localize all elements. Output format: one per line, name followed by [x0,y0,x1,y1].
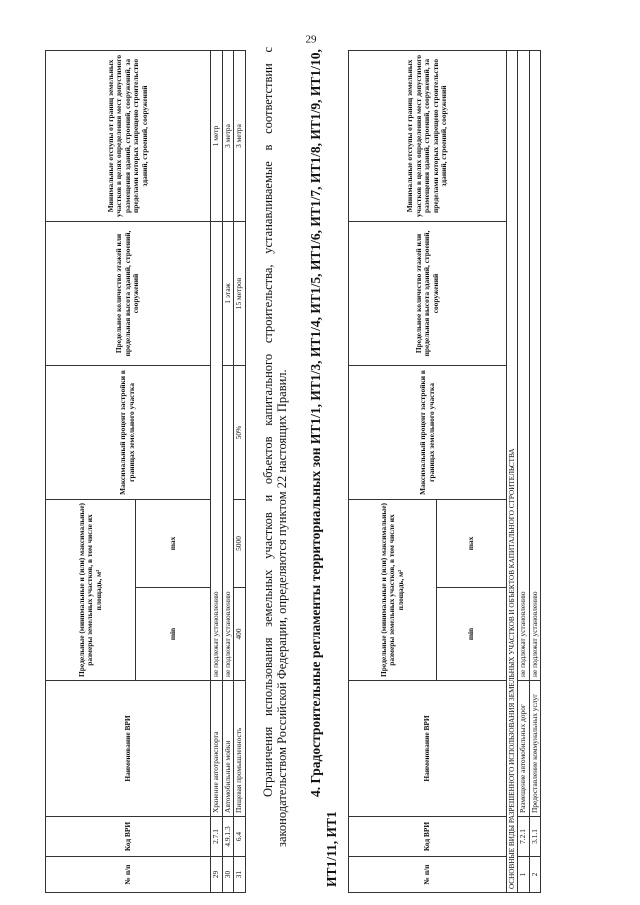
row-setback: 3 метра [234,50,246,221]
row-min: не подлежат установлению [222,365,234,680]
row-code: 4.9.1.3 [222,817,234,857]
row-min: не подлежат установлению [518,50,530,680]
row-min: 400 [234,588,246,681]
row-num: 2 [529,857,541,893]
col-header-floors: Предельное количество этажей или предельная высота зданий, строений, сооружений [46,221,211,365]
col-header-min: min [437,588,507,681]
row-code: 6.4 [234,817,246,857]
col-header-name: Наименование ВРИ [46,681,211,817]
col-header-setback: Минимальные отступы от границ земельных участков в целях определения мест допустимого размещения зданий, строений, сооружений, за пределами которых запрещено строительство зданий, строений, сооружений [46,50,211,221]
col-header-percent: Максимальный процент застройки в границах земельного участка [46,365,211,499]
col-header-max: max [136,499,211,587]
row-percent: 50% [234,365,246,499]
row-num: 1 [518,857,530,893]
row-name: Размещение автомобильных дорог [518,681,530,817]
row-code: 2.7.1 [211,817,223,857]
col-header-code: Код ВРИ [349,817,507,857]
col-header-size: Предельные (минимальные и (или) максимальные) размеры земельных участков, в том числе их площадь, м² [349,499,437,680]
col-header-percent: Максимальный процент застройки в границах земельного участка [349,365,507,499]
row-code: 3.1.1 [529,817,541,857]
col-header-min: min [136,588,211,681]
row-floors: 15 метров [234,221,246,365]
row-name: Хранение автотранспорта [211,681,223,817]
col-header-max: max [437,499,507,587]
row-name: Автомобильные мойки [222,681,234,817]
table-row [518,50,530,892]
page-number: 29 [305,33,317,46]
row-num: 30 [222,857,234,893]
section-heading: 4. Градостроительные регламенты территориальных зон ИТ1/1, ИТ1/3, ИТ1/4, ИТ1/5, ИТ1/6, ИТ1/7, ИТ1/8, ИТ1/9, ИТ1/10, ИТ1/11, ИТ1 [308,49,340,887]
col-header-size: Предельные (минимальные и (или) максимальные) размеры земельных участков, в том числе их площадь, м² [46,499,136,680]
row-setback: 1 метр [211,50,223,221]
row-setback: 3 метра [222,50,234,221]
col-header-name: Наименование ВРИ [349,681,507,817]
table-row [211,50,223,892]
zone-regulations-table-bottom [348,50,541,893]
row-min: не подлежат установлению [211,221,223,680]
col-header-floors: Предельное количество этажей или предельная высота зданий, строений, сооружений [349,221,507,365]
col-header-num: № п/п [46,857,211,893]
section-title: ОСНОВНЫЕ ВИДЫ РАЗРЕШЕННОГО ИСПОЛЬЗОВАНИЯ ЗЕМЕЛЬНЫХ УЧАСТКОВ И ОБЪЕКТОВ КАПИТАЛЬНОГО СТРОИТЕЛЬСТВА [507,50,518,892]
row-floors: 1 этаж [222,221,234,365]
zone-regulations-table-top [45,50,246,893]
row-name: Предоставление коммунальных услуг [529,681,541,817]
col-header-code: Код ВРИ [46,817,211,857]
row-code: 7.2.1 [518,817,530,857]
row-num: 31 [234,857,246,893]
row-name: Пищевая промышленность [234,681,246,817]
table-row [222,50,234,892]
restrictions-paragraph: Ограничения использования земельных участков и объектов капитального строительства, устанавливаемые в соответствии с законодательством Российской Федерации, определяются пунктом 22 настоящих Правил. [261,47,289,847]
row-max: 5000 [234,499,246,587]
col-header-num: № п/п [349,857,507,893]
col-header-setback: Минимальные отступы от границ земельных участков в целях определения мест допустимого размещения зданий, строений, сооружений, за пределами которых запрещено строительство зданий, строений, сооружений [349,50,507,221]
table-row [234,50,246,892]
row-num: 29 [211,857,223,893]
section-row [507,50,518,892]
row-min: не подлежат установлению [529,50,541,680]
table-row [529,50,541,892]
